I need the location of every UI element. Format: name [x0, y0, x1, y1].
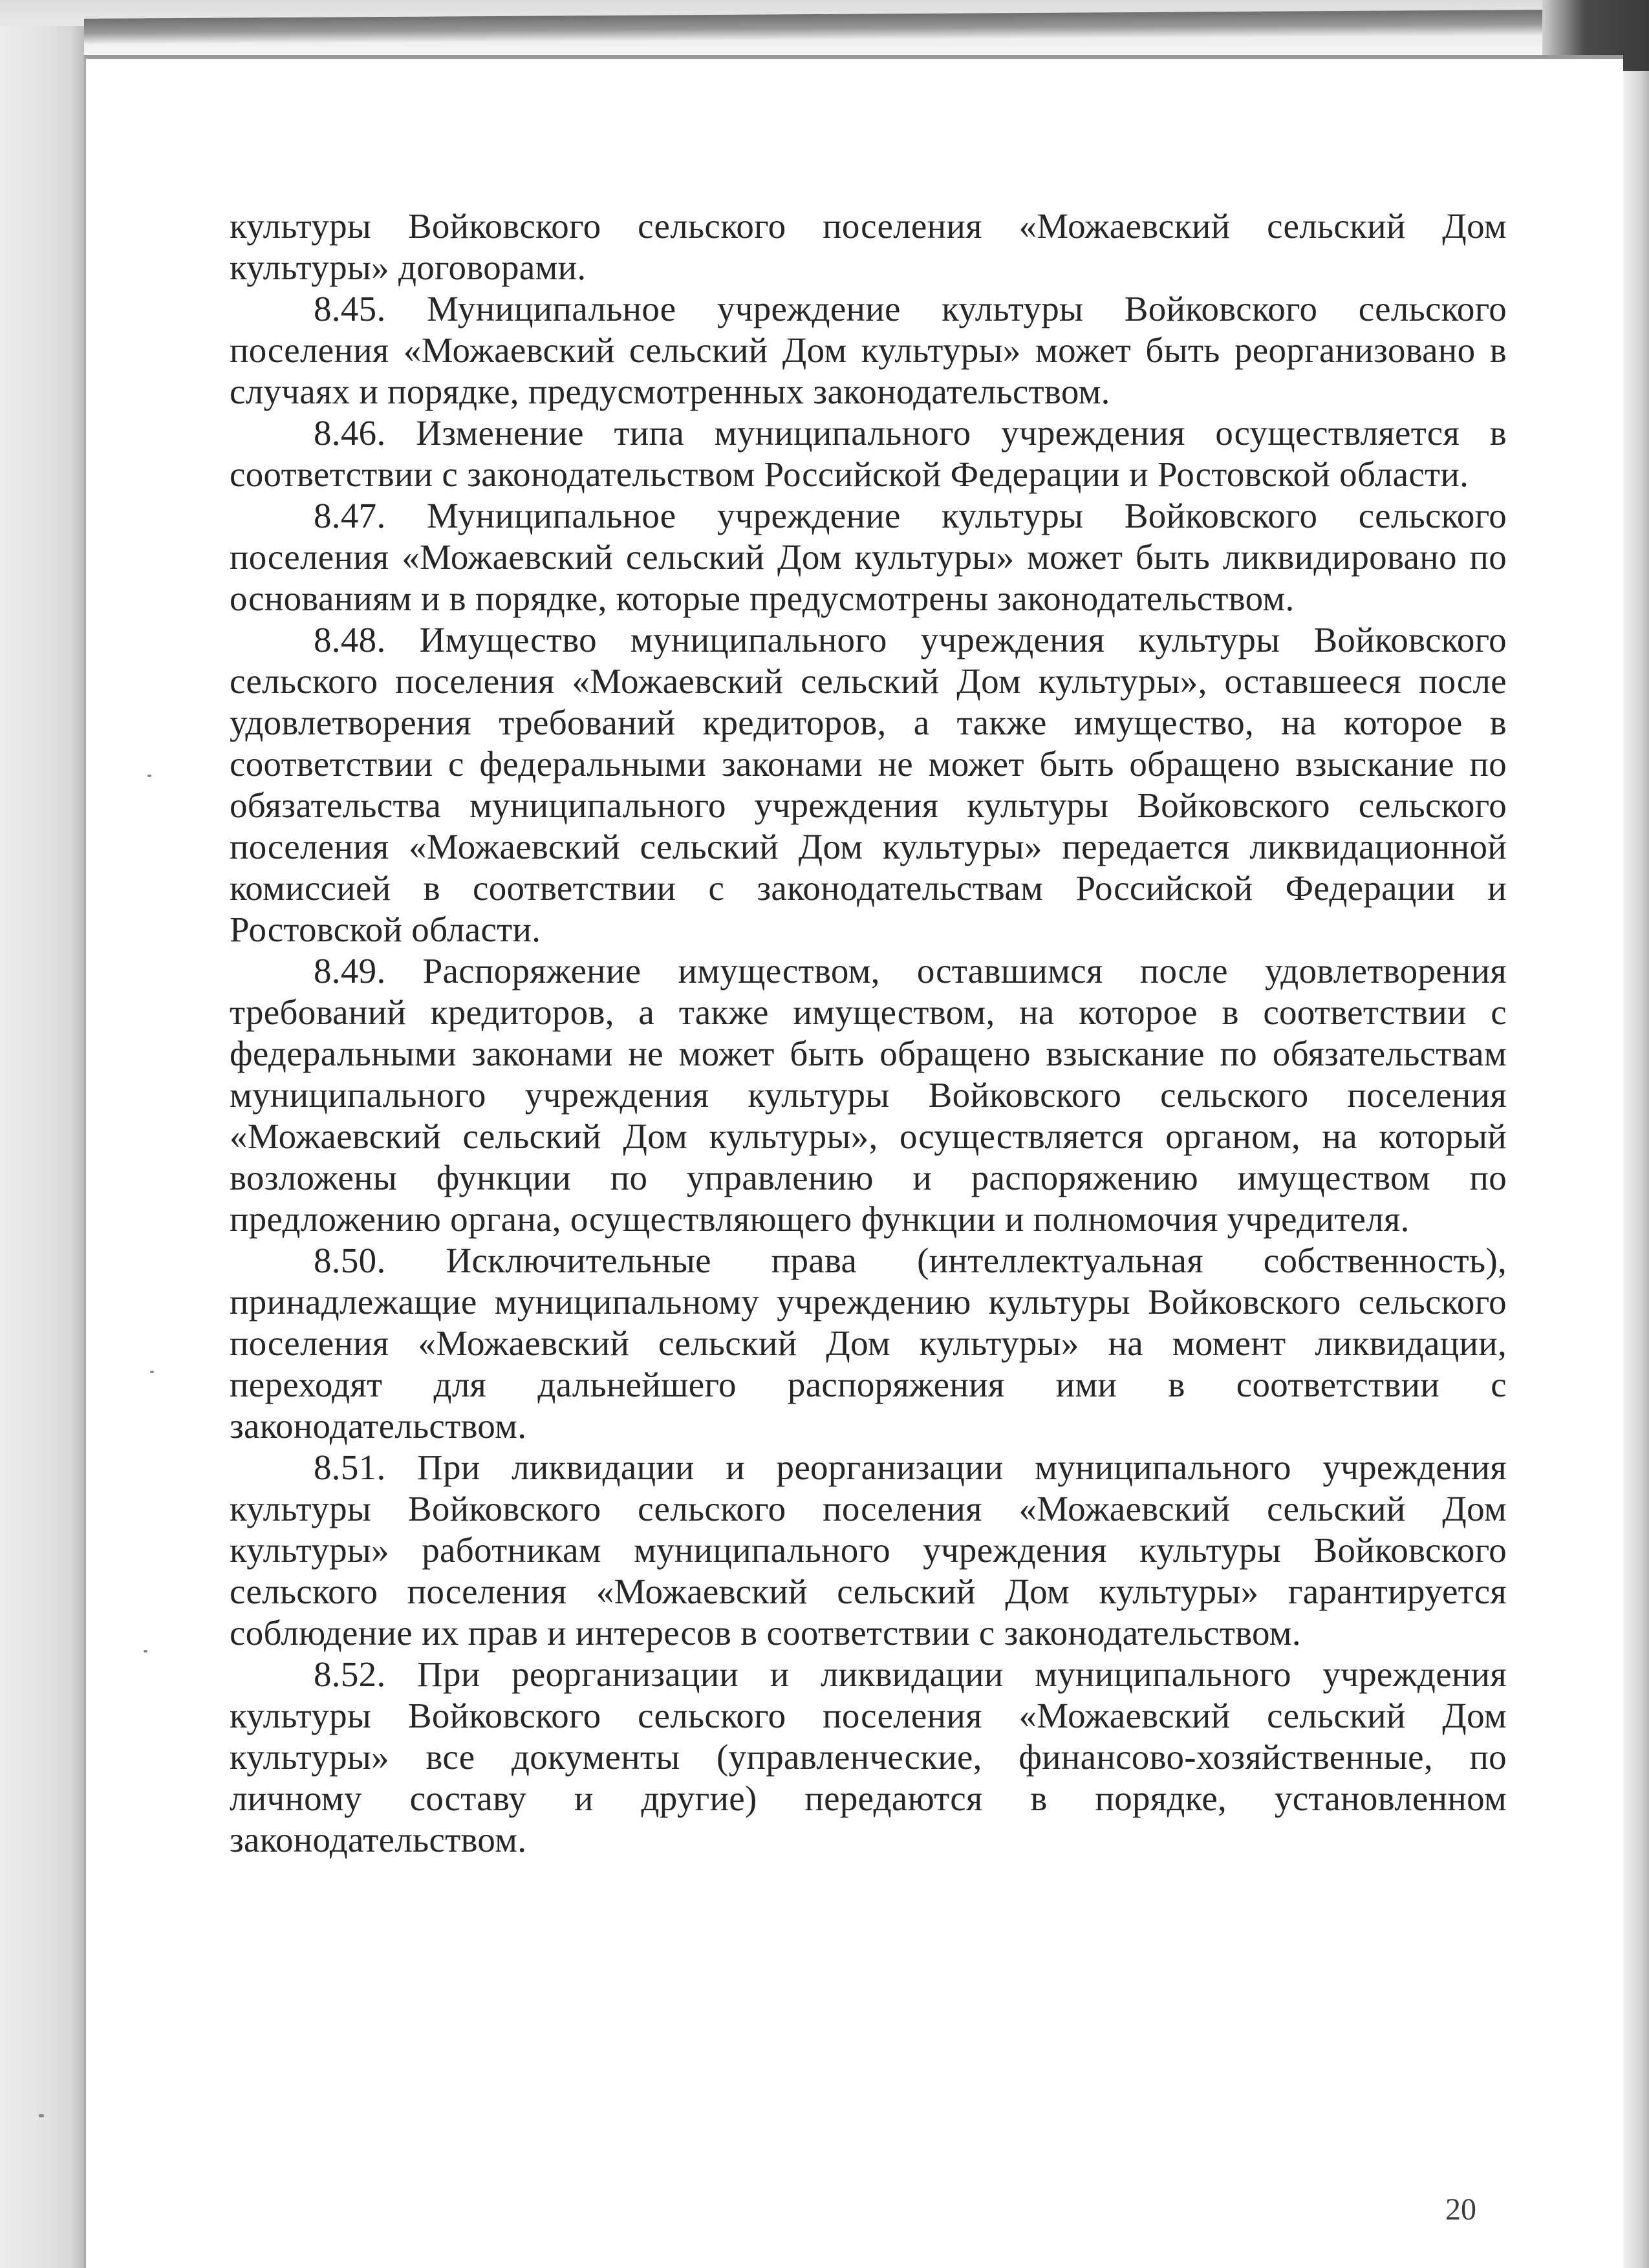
- paragraph-text: Распоряжение имуществом, оставшимся после удовлетворения требований кредиторов, а также имуществом, на которое в соответствии с федеральными законами не может быть обращено взыскание по обязательствам муниципального учреждения культуры Войковского сельского поселения «Можаевский сельский Дом культуры», осуществляется органом, на который возложены функции по управлению и распоряжению имуществом по предложению органа, осуществляющего функции и полномочия учредителя.: [230, 951, 1507, 1239]
- paragraph-number: 8.51.: [314, 1448, 386, 1487]
- paragraph-8-45: [230, 288, 1507, 412]
- scan-speck: [150, 1371, 154, 1373]
- scan-right-margin: [1623, 71, 1649, 2268]
- paragraph-text: культуры Войковского сельского поселения «Можаевский сельский Дом культуры» договорами.: [230, 206, 1507, 287]
- scan-speck: [147, 775, 151, 777]
- document-body: [230, 206, 1507, 1861]
- scan-speck: [144, 1650, 147, 1653]
- paragraph-number: 8.49.: [314, 951, 386, 990]
- paragraph-8-47: [230, 495, 1507, 619]
- paragraph-text: При ликвидации и реорганизации муниципального учреждения культуры Войковского сельского поселения «Можаевский сельский Дом культуры» работникам муниципального учреждения культуры Войковского сельского поселения «Можаевский сельский Дом культуры» гарантируется соблюдение их прав и интересов в соответствии с законодательством.: [230, 1448, 1507, 1653]
- paragraph-number: 8.46.: [314, 413, 386, 453]
- paragraph-text: Исключительные права (интеллектуальная собственность), принадлежащие муниципальному учреждению культуры Войковского сельского поселения «Можаевский сельский Дом культуры» на момент ликвидации, переходят для дальнейшего распоряжения ими в соответствии с законодательством.: [230, 1241, 1507, 1446]
- paragraph-number: 8.48.: [314, 620, 386, 659]
- paragraph-number: 8.47.: [314, 496, 386, 535]
- paragraph-number: 8.45.: [314, 289, 386, 328]
- page-number: 20: [1445, 2192, 1476, 2227]
- paragraph-number: 8.50.: [314, 1241, 386, 1280]
- paragraph-8-52: [230, 1654, 1507, 1861]
- paragraph-text: Муниципальное учреждение культуры Войковского сельского поселения «Можаевский сельский Дом культуры» может быть реорганизовано в случаях и порядке, предусмотренных законодательством.: [230, 289, 1507, 411]
- paragraph-8-51: [230, 1447, 1507, 1654]
- paragraph-text: Имущество муниципального учреждения культуры Войковского сельского поселения «Можаевский сельский Дом культуры», оставшееся после удовлетворения требований кредиторов, а также имущество, на которое в соответствии с федеральными законами не может быть обращено взыскание по обязательства муниципального учреждения культуры Войковского сельского поселения «Можаевский сельский Дом культуры» передается ликвидационной комиссией в соответствии с законодательствам Российской Федерации и Ростовской области.: [230, 620, 1507, 949]
- paragraph-8-44-continuation: [230, 206, 1507, 288]
- paragraph-text: Изменение типа муниципального учреждения осуществляется в соответствии с законодательством Российской Федерации и Ростовской области.: [230, 413, 1507, 494]
- scan-speck: [39, 2114, 44, 2117]
- paragraph-number: 8.52.: [314, 1654, 386, 1694]
- paragraph-text: При реорганизации и ликвидации муниципального учреждения культуры Войковского сельского поселения «Можаевский сельский Дом культуры» все документы (управленческие, финансово-хозяйственные, по личному составу и другие) передаются в порядке, установленном законодательством.: [230, 1654, 1507, 1859]
- scan-left-margin: [0, 26, 84, 2268]
- paragraph-text: Муниципальное учреждение культуры Войковского сельского поселения «Можаевский сельский Дом культуры» может быть ликвидировано по основаниям и в порядке, которые предусмотрены законодательством.: [230, 496, 1507, 618]
- paragraph-8-46: [230, 412, 1507, 495]
- paragraph-8-49: [230, 950, 1507, 1240]
- paragraph-8-48: [230, 619, 1507, 950]
- paragraph-8-50: [230, 1240, 1507, 1447]
